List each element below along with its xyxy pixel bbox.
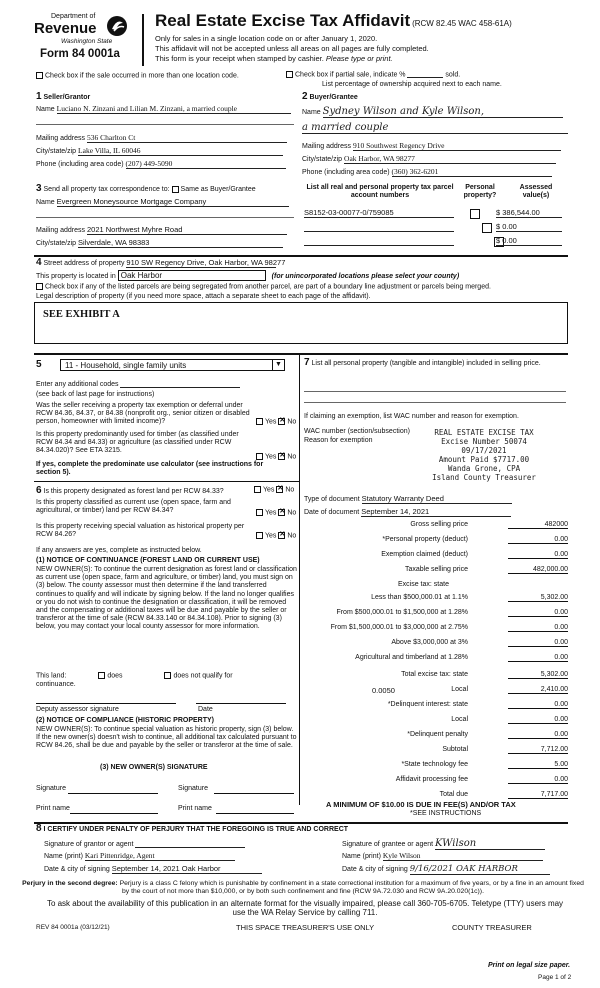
parcel-number-field[interactable]: S8152-03-00077-0/759085 bbox=[304, 208, 454, 218]
current-use-question: Is this property classified as current use (open space, farm and agricultural, or timber) land per RCW 84.34? bbox=[36, 499, 231, 514]
parcel-number-field[interactable] bbox=[304, 236, 454, 246]
personal-col-header: Personal property? bbox=[463, 184, 497, 199]
dept-of-label: Department of bbox=[51, 13, 96, 20]
legal-paper-note: Print on legal size paper. bbox=[488, 962, 571, 969]
affidavit-fee-row bbox=[302, 776, 568, 787]
partial-sale-box[interactable] bbox=[286, 71, 293, 78]
exemption-question: Was the seller receiving a property tax exemption or deferral under RCW 84.36, 84.37, or 84.38 (nonprofit org., senior citizen or disabled person, homeowner with limited income)? bbox=[36, 402, 250, 425]
rate-tier-2-row bbox=[302, 609, 568, 620]
buyer-name-row: Name Sydney Wilson and Kyle Wilson, bbox=[302, 106, 568, 118]
section5-num: 5 bbox=[36, 359, 42, 370]
see-instructions-note: *SEE INSTRUCTIONS bbox=[410, 810, 482, 817]
minimum-due-note: A MINIMUM OF $10.00 IS DUE IN FEE(S) AND/OR TAX bbox=[326, 800, 516, 809]
seller-city-row: City/state/zip Lake Villa, IL 60046 bbox=[36, 146, 283, 156]
timber-question: Is this property predominantly used for timber (as classified under RCW 84.34 and 84.33) or agriculture (as classified under RCW 84.34.020)? See ETA 3215. bbox=[36, 431, 239, 454]
buyer-mail-row: Mailing address 910 Southwest Regency Drive bbox=[302, 141, 561, 151]
forest-yes-box[interactable] bbox=[254, 486, 261, 493]
corr-mail-field[interactable]: 2021 Northwest Myhre Road bbox=[87, 225, 287, 235]
personal-property-row: 7 List all personal property (tangible and intangible) included in selling price. bbox=[304, 357, 541, 368]
rate-tier-1-value[interactable]: 5,302.00 bbox=[508, 594, 568, 602]
forest-question: 6 Is this property designated as forest land per RCW 84.33? bbox=[36, 485, 224, 496]
seller-name-field[interactable]: Luciano N. Zinzani and Lilian M. Zinzani, a married couple bbox=[57, 104, 291, 114]
location-select[interactable]: Oak Harbor bbox=[118, 270, 266, 281]
land-does-box[interactable] bbox=[98, 672, 105, 679]
total-state-row bbox=[302, 671, 568, 682]
seller-phone-row: Phone (including area code) (207) 449-5090 bbox=[36, 159, 286, 169]
segregated-box[interactable] bbox=[36, 283, 43, 290]
page-title bbox=[155, 11, 512, 31]
notice-compliance-body: NEW OWNER(S): To continue special valuation as historic property, sign (3) below. If the new owner(s) doesn't wish to continue, all additional tax calculated pursuant to RCW 84.26, shall be due and payable by the seller or transferor at the time of sale. bbox=[36, 726, 297, 750]
agricultural-value[interactable]: 0.00 bbox=[508, 654, 568, 662]
doc-date-field[interactable]: September 14, 2021 bbox=[361, 507, 511, 517]
perjury-notice: Perjury in the second degree: Perjury is a class C felony which is punishable by confinement in a state correctional institution for a maximum of five years, or by a fine in an amount fixed by the court of not more than $10,000, or by both such confinement and fine (RCW 9A.72.030 and RCW 9A.20.020(1c)). bbox=[22, 880, 584, 895]
affidavit-fee-value[interactable]: 0.00 bbox=[508, 776, 568, 784]
notice-continuance-body: NEW OWNER(S): To continue the current designation as forest land or classification as current use (open space, farm and agriculture, or timber) land, you must sign on (3) below. The county assessor must then determine if the land transferred continues to qualify and will indicate by signing below. If the land no longer qualifies or you do not wish to continue the designation or classification, it will be removed and the compensating or additional taxes will be due and payable by the seller or transferor at the time of sale (RCW 84.33.140 or 84.34.108). Prior to signing (3) below, you may contact your local county assessor for more information. bbox=[36, 566, 297, 631]
buyer-heading: 2 Buyer/Grantee bbox=[302, 91, 358, 102]
total-state-label: Total excise tax: state bbox=[401, 671, 468, 678]
current-use-no-box[interactable] bbox=[278, 509, 285, 516]
grantee-name-field[interactable]: Kyle Wilson bbox=[383, 851, 543, 861]
same-as-buyer-checkbox[interactable] bbox=[172, 186, 179, 193]
personal-label: *Personal property (deduct) bbox=[382, 536, 468, 543]
technology-fee-label: *State technology fee bbox=[401, 761, 468, 768]
delinquent-penalty-value[interactable]: 0.00 bbox=[508, 731, 568, 739]
grantee-signature-row: Signature of grantee or agent KWilson bbox=[342, 838, 545, 850]
rate-tier-1-label: Less than $500,000.01 at 1.1% bbox=[371, 594, 468, 601]
corr-city-field[interactable]: Silverdale, WA 98383 bbox=[78, 238, 283, 248]
personal-row bbox=[302, 536, 568, 547]
assessed-value-field[interactable]: $ 0.00 bbox=[496, 222, 562, 232]
owner-print-1: Print name bbox=[36, 805, 70, 812]
rate-tier-3-row bbox=[302, 624, 568, 635]
historic-yes-no: Yes ✕ No bbox=[256, 532, 296, 539]
taxable-label: Taxable selling price bbox=[404, 566, 468, 573]
buyer-name-line2[interactable]: a married couple bbox=[302, 122, 568, 134]
timber-note: If yes, complete the predominate use calculator (see instructions for section 5). bbox=[36, 461, 264, 476]
delinquent-local-label: Local bbox=[451, 716, 468, 723]
answers-note: If any answers are yes, complete as instructed below. bbox=[36, 547, 202, 554]
delinquent-state-row bbox=[302, 701, 568, 712]
historic-yes-box[interactable] bbox=[256, 532, 263, 539]
delinquent-local-row bbox=[302, 716, 568, 727]
buyer-mail-field[interactable]: 910 Southwest Regency Drive bbox=[353, 141, 561, 151]
rate-tier-1-row bbox=[302, 594, 568, 605]
seller-phone-field[interactable]: (207) 449-5090 bbox=[126, 159, 286, 169]
county-treasurer-label: COUNTY TREASURER bbox=[452, 923, 532, 932]
gross-value[interactable]: 482000 bbox=[508, 521, 568, 529]
local-row bbox=[302, 686, 568, 697]
form-rcw: (RCW 82.45 WAC 458-61A) bbox=[412, 19, 512, 28]
grantor-name-field[interactable]: Kari Pittenridge, Agent bbox=[85, 851, 235, 861]
assessed-value-field[interactable]: $ 0.00 bbox=[496, 236, 562, 246]
owner-sig-1: Signature bbox=[36, 785, 66, 792]
buyer-city-row: City/state/zip Oak Harbor, WA 98277 bbox=[302, 154, 556, 164]
parcel-number-field[interactable] bbox=[304, 222, 454, 232]
grantee-date-row: Date & city of signing 9/16/2021 OAK HARBOR bbox=[342, 864, 550, 875]
historic-no-box[interactable] bbox=[278, 532, 285, 539]
street-field[interactable]: 910 SW Regency Drive, Oak Harbor, WA 98277 bbox=[126, 258, 286, 267]
seller-mail-field[interactable]: 536 Charlton Ct bbox=[87, 133, 287, 143]
doc-type-row: Type of document Statutory Warranty Deed bbox=[304, 494, 512, 504]
grantor-signature-field[interactable] bbox=[135, 838, 245, 848]
exemption-yes-box[interactable] bbox=[256, 418, 263, 425]
affidavit-fee-label: Affidavit processing fee bbox=[395, 776, 468, 783]
taxable-value[interactable]: 482,000.00 bbox=[508, 566, 568, 574]
washington-logo-icon bbox=[106, 15, 128, 37]
rate-tier-4-row bbox=[302, 639, 568, 650]
street-row: 4 Street address of property 910 SW Regency Drive, Oak Harbor, WA 98277 bbox=[36, 257, 286, 268]
corr-name-row: Name Evergreen Moneysource Mortgage Company bbox=[36, 197, 289, 207]
total-state-value[interactable]: 5,302.00 bbox=[508, 671, 568, 679]
grantee-date-field[interactable]: 9/16/2021 OAK HARBOR bbox=[410, 864, 550, 875]
add-codes-row: Enter any additional codes bbox=[36, 381, 240, 388]
grantee-name-row: Name (print) Kyle Wilson bbox=[342, 851, 543, 861]
this-land-row: This land: does does not qualify for bbox=[36, 672, 233, 680]
subtotal-value[interactable]: 7,712.00 bbox=[508, 746, 568, 754]
reason-label: Reason for exemption bbox=[304, 437, 373, 444]
delinquent-local-value[interactable]: 0.00 bbox=[508, 716, 568, 724]
continuance-label: continuance. bbox=[36, 681, 76, 688]
gross-row bbox=[302, 521, 568, 532]
add-codes-note: (see back of last page for instructions) bbox=[36, 391, 155, 398]
land-use-select[interactable]: 11 - Household, single family units ▼ bbox=[60, 359, 285, 371]
seller-mail-row: Mailing address 536 Charlton Ct bbox=[36, 133, 287, 143]
rate-tier-4-value[interactable]: 0.00 bbox=[508, 639, 568, 647]
legal-description: SEE EXHIBIT A bbox=[43, 309, 120, 320]
treasurer-use-label: THIS SPACE TREASURER'S USE ONLY bbox=[236, 923, 375, 932]
buyer-phone-row: Phone (including area code) (360) 362-6201 bbox=[302, 167, 552, 177]
form-title: Real Estate Excise Tax Affidavit bbox=[155, 11, 411, 30]
exemption-value[interactable]: 0.00 bbox=[508, 551, 568, 559]
seller-name-row: Name Luciano N. Zinzani and Lilian M. Zinzani, a married couple bbox=[36, 104, 294, 114]
delinquent-penalty-row bbox=[302, 731, 568, 742]
corr-mail-row: Mailing address 2021 Northwest Myhre Road bbox=[36, 225, 287, 235]
dropdown-arrow-icon[interactable]: ▼ bbox=[272, 360, 284, 370]
exemption-row bbox=[302, 551, 568, 562]
forest-yes-no: Yes ✕ No bbox=[254, 486, 294, 493]
seller-heading: 1 Seller/Grantor bbox=[36, 91, 91, 102]
partial-sale-checkbox[interactable]: Check box if partial sale, indicate % sold. bbox=[286, 71, 460, 78]
buyer-city-field[interactable]: Oak Harbor, WA 98277 bbox=[344, 154, 556, 164]
form-number: Form 84 0001a bbox=[40, 48, 120, 60]
legal-description-box[interactable] bbox=[34, 302, 568, 344]
forest-no-box[interactable] bbox=[276, 486, 283, 493]
local-value[interactable]: 2,410.00 bbox=[508, 686, 568, 694]
current-use-yes-no: Yes ✕ No bbox=[256, 509, 296, 516]
gross-label: Gross selling price bbox=[410, 521, 468, 528]
deputy-signature-label: Deputy assessor signature bbox=[36, 706, 119, 713]
grantor-name-row: Name (print) Kari Pittenridge, Agent bbox=[44, 851, 235, 861]
delinquent-state-value[interactable]: 0.00 bbox=[508, 701, 568, 709]
exemption-no-box[interactable] bbox=[278, 418, 285, 425]
rate-tier-2-label: From $500,000.01 to $1,500,000 at 1.28% bbox=[336, 609, 468, 616]
parcel-col-header: List all real and personal property tax parcel account numbers bbox=[306, 184, 454, 199]
local-rate: 0.0050 bbox=[372, 686, 395, 695]
washington-state-label: Washington State bbox=[61, 38, 113, 45]
corr-city-row: City/state/zip Silverdale, WA 98383 bbox=[36, 238, 283, 248]
exemption-wac-question: If claiming an exemption, list WAC number and reason for exemption. bbox=[304, 413, 519, 420]
owner-print-2: Print name bbox=[178, 805, 212, 812]
local-label: Local bbox=[451, 686, 468, 693]
technology-fee-row bbox=[302, 761, 568, 772]
revenue-label: Revenue bbox=[34, 20, 97, 37]
doc-date-row: Date of document September 14, 2021 bbox=[304, 507, 511, 517]
correspondence-heading: 3 Send all property tax correspondence to: Same as Buyer/Grantee bbox=[36, 183, 256, 194]
total-due-value[interactable]: 7,717.00 bbox=[508, 791, 568, 799]
rate-tier-3-value[interactable]: 0.00 bbox=[508, 624, 568, 632]
grantee-signature-field[interactable]: KWilson bbox=[435, 838, 545, 850]
assessed-value-field[interactable]: $ 386,544.00 bbox=[496, 208, 562, 218]
instructions-3: This form is your receipt when stamped by cashier. Please type or print. bbox=[155, 54, 393, 63]
multi-location-box[interactable] bbox=[36, 72, 43, 79]
seller-city-field[interactable]: Lake Villa, IL 60046 bbox=[78, 146, 283, 156]
assessed-col-header: Assessed value(s) bbox=[519, 184, 553, 199]
personal-property-checkbox[interactable] bbox=[482, 223, 492, 233]
instructions-1: Only for sales in a single location code on or after January 1, 2020. bbox=[155, 34, 378, 43]
multi-location-checkbox[interactable]: Check box if the sale occurred in more than one location code. bbox=[36, 72, 239, 79]
grantor-date-field[interactable]: September 14, 2021 Oak Harbor bbox=[112, 864, 262, 874]
exemption-label: Exemption claimed (deduct) bbox=[381, 551, 468, 558]
revision-label: REV 84 0001a (03/12/21) bbox=[36, 924, 110, 931]
agricultural-label: Agricultural and timberland at 1.28% bbox=[355, 654, 468, 661]
land-does-not-box[interactable] bbox=[164, 672, 171, 679]
located-row: This property is located in Oak Harbor (for unincorporated locations please select your county) bbox=[36, 271, 460, 280]
notice-compliance-heading: (2) NOTICE OF COMPLIANCE (HISTORIC PROPERTY) bbox=[36, 717, 214, 724]
notice-continuance-heading: (1) NOTICE OF CONTINUANCE (FOREST LAND OR CURRENT USE) bbox=[36, 557, 260, 564]
add-codes-field[interactable] bbox=[120, 387, 240, 388]
technology-fee-value[interactable]: 5.00 bbox=[508, 761, 568, 769]
legal-label: Legal description of property (if you need more space, attach a separate sheet to each page of the affidavit). bbox=[36, 293, 371, 300]
delinquent-penalty-label: *Delinquent penalty bbox=[407, 731, 468, 738]
wac-label: WAC number (section/subsection) bbox=[304, 428, 410, 435]
personal-property-checkbox[interactable] bbox=[470, 209, 480, 219]
buyer-phone-field[interactable]: (360) 362-6201 bbox=[392, 167, 552, 177]
owner-sig-2: Signature bbox=[178, 785, 208, 792]
total-due-label: Total due bbox=[439, 791, 468, 798]
page-number: Page 1 of 2 bbox=[538, 974, 572, 981]
treasurer-stamp: REAL ESTATE EXCISE TAX Excise Number 50074 09/17/2021 Amount Paid $7717.00 Wanda Grone, CPA Island County Treasurer bbox=[432, 428, 536, 482]
instructions-2: This affidavit will not be accepted unless all areas on all pages are fully completed. bbox=[155, 44, 429, 53]
doc-type-field[interactable]: Statutory Warranty Deed bbox=[362, 494, 512, 504]
alt-format-notice: To ask about the availability of this publication in an alternate format for the visually impaired, please call 360-705-6705. Teletype (TTY) users may use the WA Relay Service by calling 711. bbox=[46, 899, 564, 917]
partial-percent-field[interactable] bbox=[407, 77, 443, 78]
current-use-yes-box[interactable] bbox=[256, 509, 263, 516]
grantor-date-row: Date & city of signing September 14, 2021 Oak Harbor bbox=[44, 864, 262, 874]
excise-state-heading: Excise tax: state bbox=[398, 581, 449, 588]
agricultural-row bbox=[302, 654, 568, 665]
timber-yes-box[interactable] bbox=[256, 453, 263, 460]
segregated-checkbox[interactable]: Check box if any of the listed parcels are being segregated from another parcel, are part of a boundary line adjustment or parcels being merged. bbox=[36, 283, 491, 290]
personal-value[interactable]: 0.00 bbox=[508, 536, 568, 544]
subtotal-row bbox=[302, 746, 568, 757]
partial-note: List percentage of ownership acquired next to each name. bbox=[322, 81, 502, 88]
rate-tier-3-label: From $1,500,000.01 to $3,000,000 at 2.75% bbox=[330, 624, 468, 631]
corr-name-field[interactable]: Evergreen Moneysource Mortgage Company bbox=[57, 197, 289, 207]
taxable-row bbox=[302, 566, 568, 577]
timber-no-box[interactable] bbox=[278, 453, 285, 460]
buyer-name-field[interactable]: Sydney Wilson and Kyle Wilson, bbox=[323, 106, 563, 118]
exemption-yes-no: Yes ✕ No bbox=[256, 418, 296, 425]
logo bbox=[34, 13, 134, 65]
rate-tier-4-label: Above $3,000,000 at 3% bbox=[391, 639, 468, 646]
subtotal-label: Subtotal bbox=[442, 746, 468, 753]
new-owner-signature-heading: (3) NEW OWNER(S) SIGNATURE bbox=[100, 764, 208, 771]
grantor-signature-row: Signature of grantor or agent bbox=[44, 838, 245, 848]
delinquent-state-label: *Delinquent interest: state bbox=[387, 701, 468, 708]
historic-question: Is this property receiving special valuation as historical property per RCW 84.26? bbox=[36, 523, 245, 538]
certify-heading: 8 I CERTIFY UNDER PENALTY OF PERJURY THAT THE FOREGOING IS TRUE AND CORRECT bbox=[36, 823, 349, 834]
deputy-date-label: Date bbox=[198, 706, 213, 713]
rate-tier-2-value[interactable]: 0.00 bbox=[508, 609, 568, 617]
timber-yes-no: Yes ✕ No bbox=[256, 453, 296, 460]
